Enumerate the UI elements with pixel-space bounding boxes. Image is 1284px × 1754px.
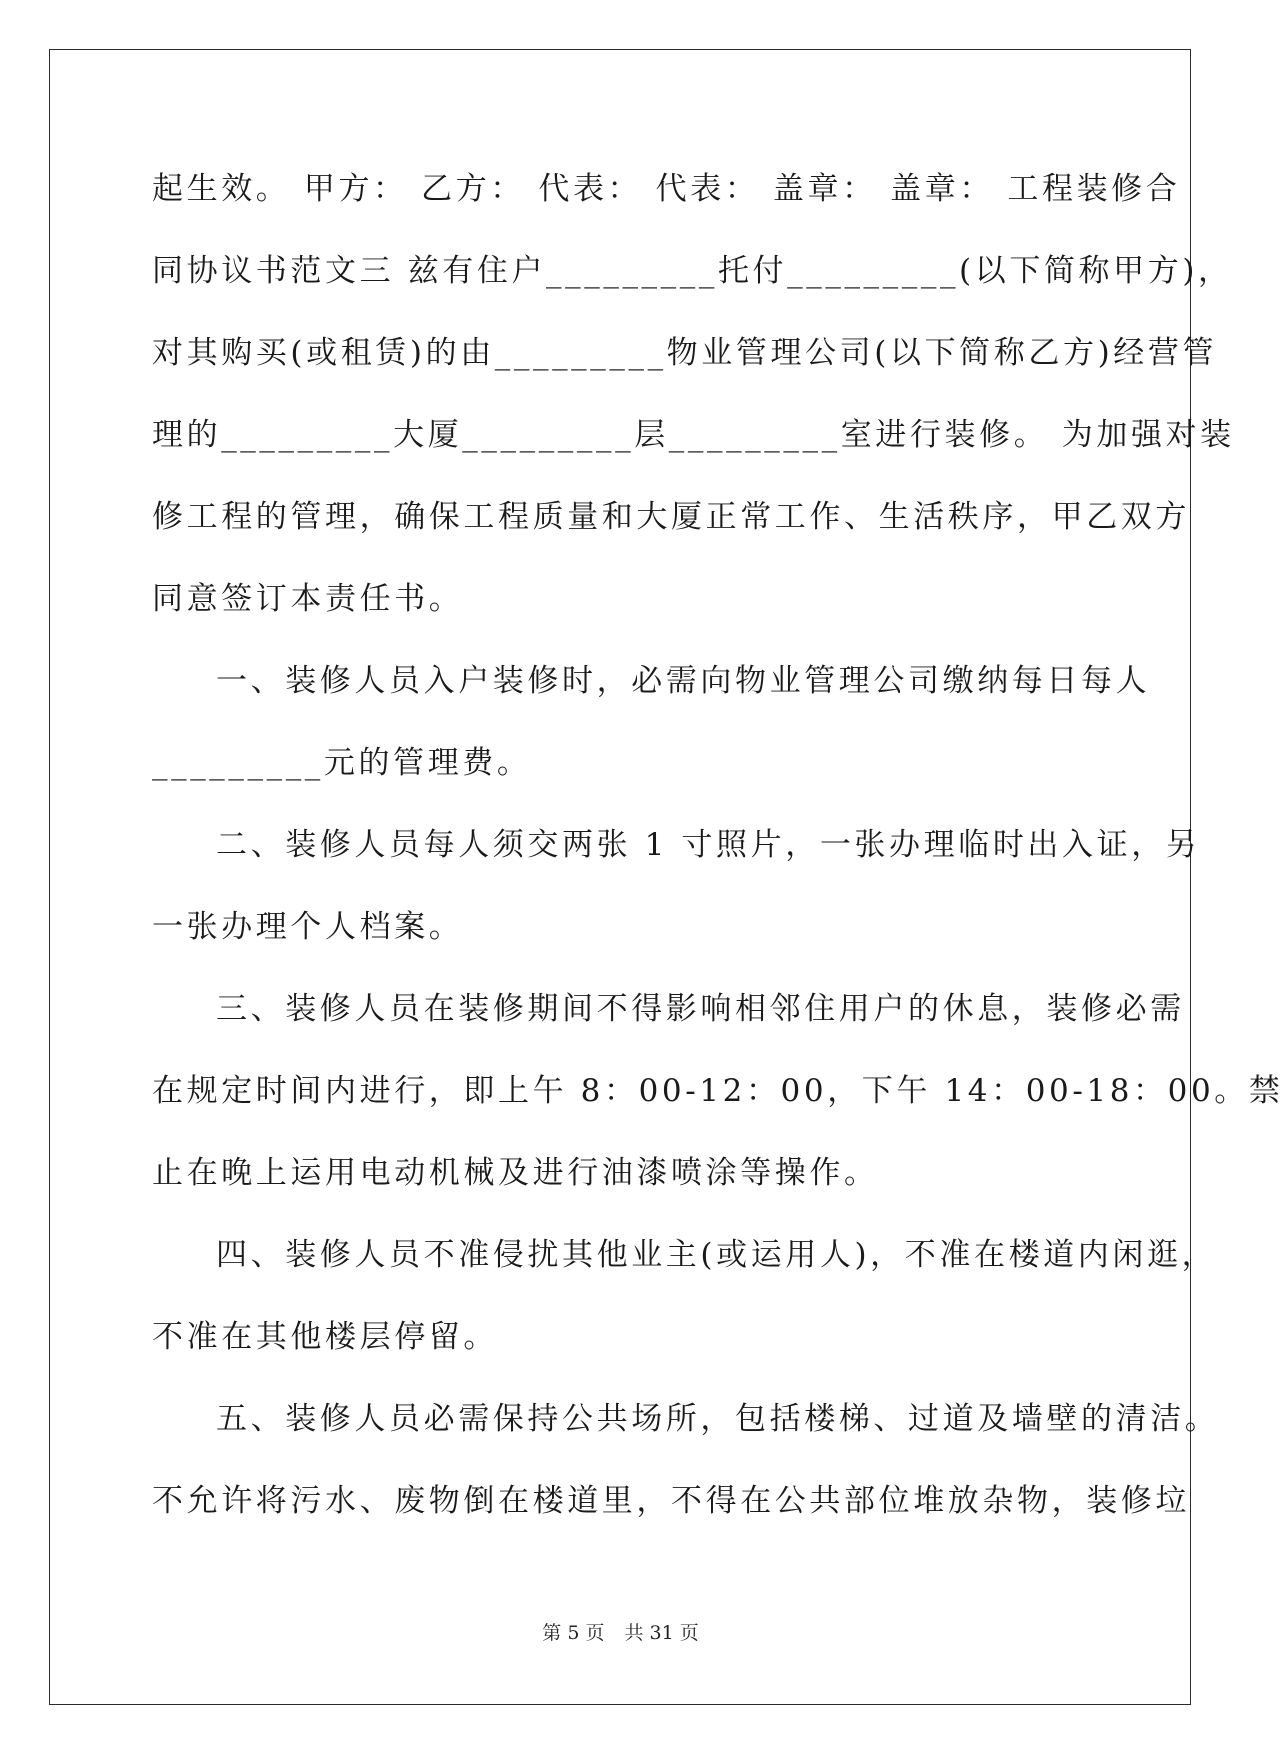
paragraph-1-line: _________元的管理费。 [152, 745, 532, 781]
paragraph-3-line: 止在晚上运用电动机械及进行油漆喷涂等操作。 [152, 1155, 879, 1191]
text-line: 修工程的管理，确保工程质量和大厦正常工作、生活秩序，甲乙双方 [152, 499, 1190, 535]
text-line: 起生效。 甲方： 乙方： 代表： 代表： 盖章： 盖章： 工程装修合 [152, 171, 1181, 207]
paragraph-2-line: 二、装修人员每人须交两张 1 寸照片，一张办理临时出入证，另 [216, 827, 1201, 863]
text-line: 同意签订本责任书。 [152, 581, 464, 617]
paragraph-1-line: 一、装修人员入户装修时，必需向物业管理公司缴纳每日每人 [216, 663, 1151, 699]
paragraph-4-line: 不准在其他楼层停留。 [152, 1319, 498, 1355]
paragraph-5-line: 五、装修人员必需保持公共场所，包括楼梯、过道及墙壁的清洁。 [216, 1401, 1220, 1437]
paragraph-3-line: 三、装修人员在装修期间不得影响相邻住用户的休息，装修必需 [216, 991, 1185, 1027]
document-body [152, 160, 1284, 1554]
text-line: 理的_________大厦_________层_________室进行装修。 为加强对装 [152, 417, 1235, 453]
paragraph-5-line: 不允许将污水、废物倒在楼道里，不得在公共部位堆放杂物，装修垃 [152, 1483, 1190, 1519]
page-footer [0, 1618, 1241, 1645]
paragraph-3-line: 在规定时间内进行，即上午 8：00-12：00，下午 14：00-18：00。禁 [152, 1073, 1284, 1109]
page-number: 第 5 页 [542, 1622, 605, 1644]
paragraph-2-line: 一张办理个人档案。 [152, 909, 464, 945]
text-line: 同协议书范文三 兹有住户_________托付_________(以下简称甲方)， [152, 253, 1233, 289]
text-line: 对其购买(或租赁)的由_________物业管理公司(以下简称乙方)经营管 [152, 335, 1218, 371]
page-total: 共 31 页 [624, 1622, 699, 1644]
paragraph-4-line: 四、装修人员不准侵扰其他业主(或运用人)，不准在楼道内闲逛， [216, 1237, 1217, 1273]
